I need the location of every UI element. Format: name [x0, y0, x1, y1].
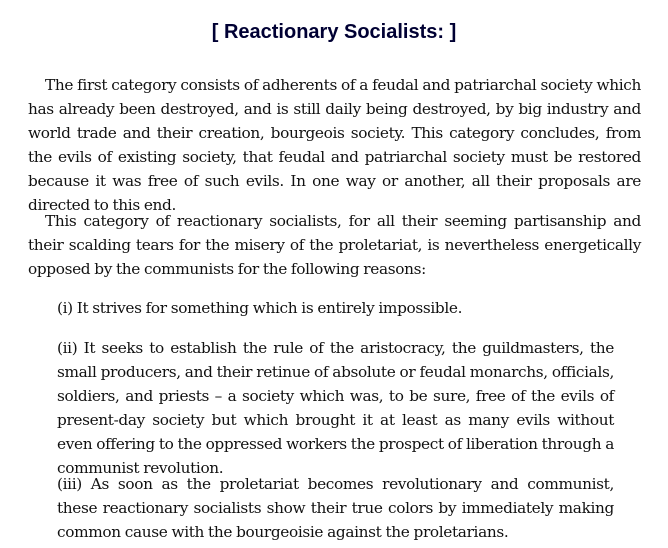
reason-item-ii: (ii) It seeks to establish the rule of the aristocracy, the guildmasters, the small producers, and their retinue of absolute or feudal monarchs, officials, soldiers, and priests – a society which was, to be sure, free of the evils of present-day society but which brought it at least as many evils without even offering to the oppressed workers the prospect of liberation through a communist revolution. — [57, 339, 614, 477]
reason-item-i: (i) It strives for something which is entirely impossible. — [57, 299, 463, 317]
reason-item-iii: (iii) As soon as the proletariat becomes revolutionary and communist, these reactionary socialists show their true colors by immediately making common cause with the bourgeoisie against the proletarians. — [57, 475, 614, 541]
paragraph-opposition: This category of reactionary socialists, for all their seeming partisanship and their scalding tears for the misery of the proletariat, is nevertheless energetically opposed by the communists for the following reasons: — [28, 212, 641, 278]
section-heading: [ Reactionary Socialists: ] — [211, 21, 457, 43]
paragraph-first-category: The first category consists of adherents of a feudal and patriarchal society which has already been destroyed, and is still daily being destroyed, by big industry and world trade and their creation, bourgeois society. This category concludes, from the evils of existing society, that feudal and patriarchal society must be restored because it was free of such evils. In one way or another, all their proposals are directed to this end. — [28, 76, 641, 214]
